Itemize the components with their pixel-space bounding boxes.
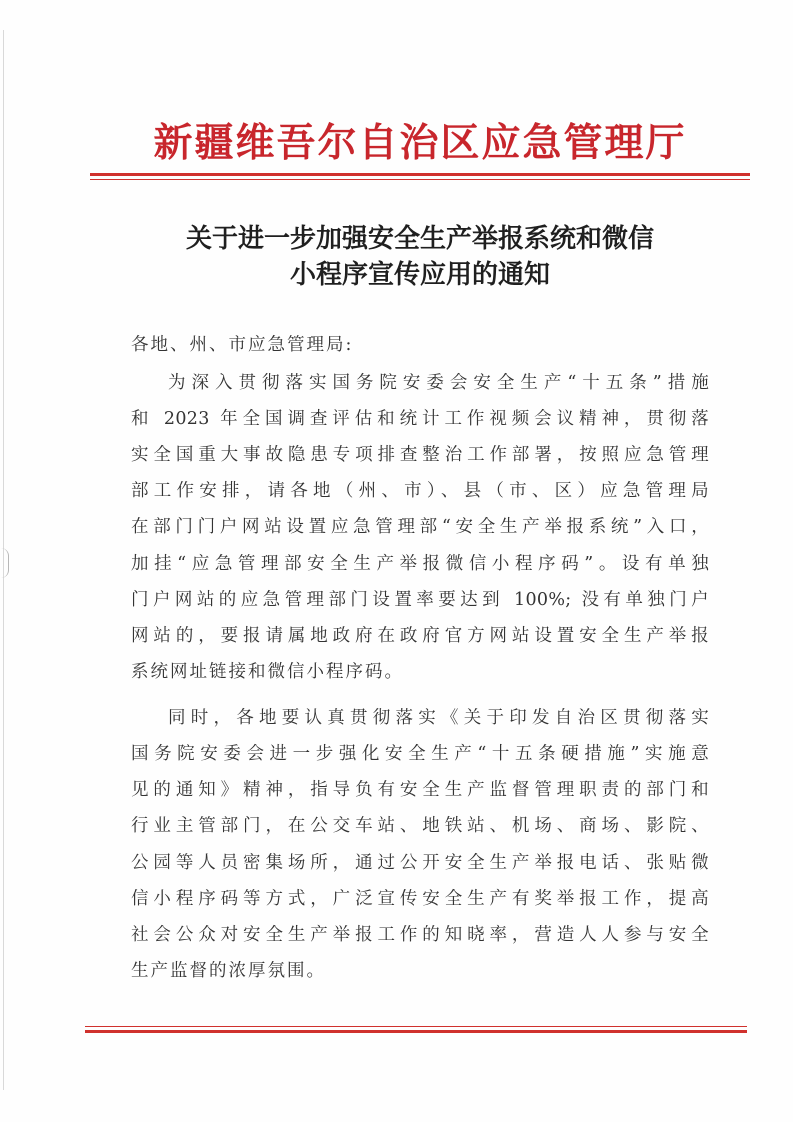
- document-title-line-1: 关于进一步加强安全生产举报系统和微信: [185, 224, 654, 254]
- paragraph-line: 行业主管部门，在公交车站、地铁站、机场、商场、影院、: [131, 816, 709, 836]
- paragraph-line: 为深入贯彻落实国务院安委会安全生产“十五条”措施: [168, 373, 709, 393]
- paragraph-line: 部工作安排，请各地（州、市）、县（市、区）应急管理局: [131, 481, 709, 501]
- paragraph-line: 生产监督的浓厚氛围。: [131, 961, 326, 981]
- paragraph-line: 见的通知》精神，指导负有安全生产监督管理职责的部门和: [131, 780, 709, 800]
- paragraph-line: 系统网址链接和微信小程序码。: [131, 662, 404, 682]
- agency-header: 新疆维吾尔自治区应急管理厅: [153, 120, 687, 166]
- paragraph-line: 实全国重大事故隐患专项排查整治工作部署，按照应急管理: [131, 445, 709, 465]
- binding-mark: [0, 548, 9, 578]
- paragraph-line: 社会公众对安全生产举报工作的知晓率，营造人人参与安全: [131, 925, 709, 945]
- paragraph-line: 网站的，要报请属地政府在政府官方网站设置安全生产举报: [131, 626, 709, 646]
- footer-rule-thin: [85, 1026, 747, 1027]
- paragraph-line: 在部门门户网站设置应急管理部“安全生产举报系统”入口，: [131, 517, 709, 537]
- paragraph-line: 同时，各地要认真贯彻落实《关于印发自治区贯彻落实: [168, 708, 709, 728]
- paragraph-line: 国务院安委会进一步强化安全生产“十五条硬措施”实施意: [131, 744, 709, 764]
- paragraph-line: 加挂“应急管理部安全生产举报微信小程序码”。设有单独: [131, 554, 709, 574]
- paragraph-line: 信小程序码等方式，广泛宣传安全生产有奖举报工作，提高: [131, 889, 709, 909]
- document-title-line-2: 小程序宣传应用的通知: [289, 260, 550, 290]
- paragraph-line: 公园等人员密集场所，通过公开安全生产举报电话、张贴微: [131, 853, 709, 873]
- header-rule: [90, 173, 750, 176]
- paragraph-line: 和 2023 年全国调查评估和统计工作视频会议精神，贯彻落: [131, 409, 709, 429]
- salutation: 各地、州、市应急管理局:: [131, 335, 354, 355]
- footer-rule: [85, 1030, 747, 1033]
- header-rule-thin: [90, 179, 750, 180]
- paragraph-line: 门户网站的应急管理部门设置率要达到 100%; 没有单独门户: [131, 590, 709, 610]
